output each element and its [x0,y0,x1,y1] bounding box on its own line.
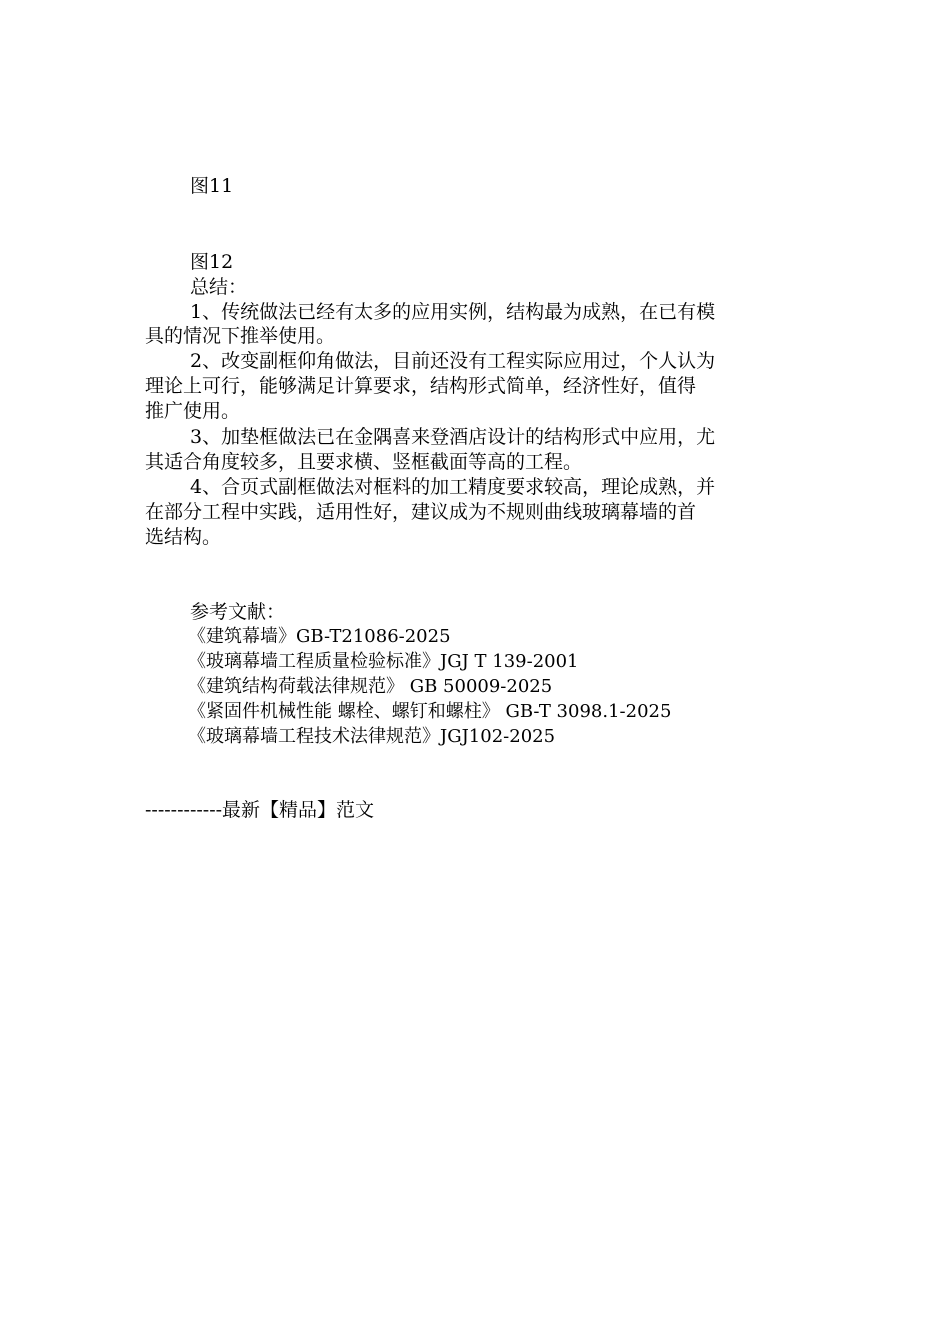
summary-heading: 总结： [190,276,248,298]
footer-text: ------------最新【精品】范文 [145,799,375,821]
summary-item-4-line-2: 在部分工程中实践，适用性好，建议成为不规则曲线玻璃幕墙的首 [145,501,697,523]
reference-item-2: 《玻璃幕墙工程质量检验标准》JGJ T 139-2001 [188,651,579,672]
summary-item-3-line-2: 其适合角度较多，且要求横、竖框截面等高的工程。 [145,451,583,473]
summary-item-2-line-3: 推广使用。 [145,400,241,422]
figure-caption-11: 图11 [190,175,234,197]
reference-item-3: 《建筑结构荷载法律规范》 GB 50009-2025 [188,676,553,697]
references-heading: 参考文献： [190,601,286,623]
summary-item-1-line-2: 具的情况下推举使用。 [145,325,336,347]
reference-item-4: 《紧固件机械性能 螺栓、螺钉和螺柱》 GB-T 3098.1-2025 [188,701,672,722]
summary-item-3-line-1: 3、加垫框做法已在金隅喜来登酒店设计的结构形式中应用，尤 [190,426,716,448]
figure-caption-12: 图12 [190,251,234,273]
summary-item-4-line-3: 选结构。 [145,526,222,548]
summary-item-2-line-1: 2、改变副框仰角做法，目前还没有工程实际应用过，个人认为 [190,350,716,372]
summary-item-1-line-1: 1、传统做法已经有太多的应用实例，结构最为成熟，在已有模 [190,301,716,323]
summary-item-4-line-1: 4、合页式副框做法对框料的加工精度要求较高，理论成熟，并 [190,476,716,498]
reference-item-5: 《玻璃幕墙工程技术法律规范》JGJ102-2025 [188,726,556,747]
reference-item-1: 《建筑幕墙》GB-T21086-2025 [188,626,451,647]
summary-item-2-line-2: 理论上可行，能够满足计算要求，结构形式简单，经济性好，值得 [145,375,697,397]
